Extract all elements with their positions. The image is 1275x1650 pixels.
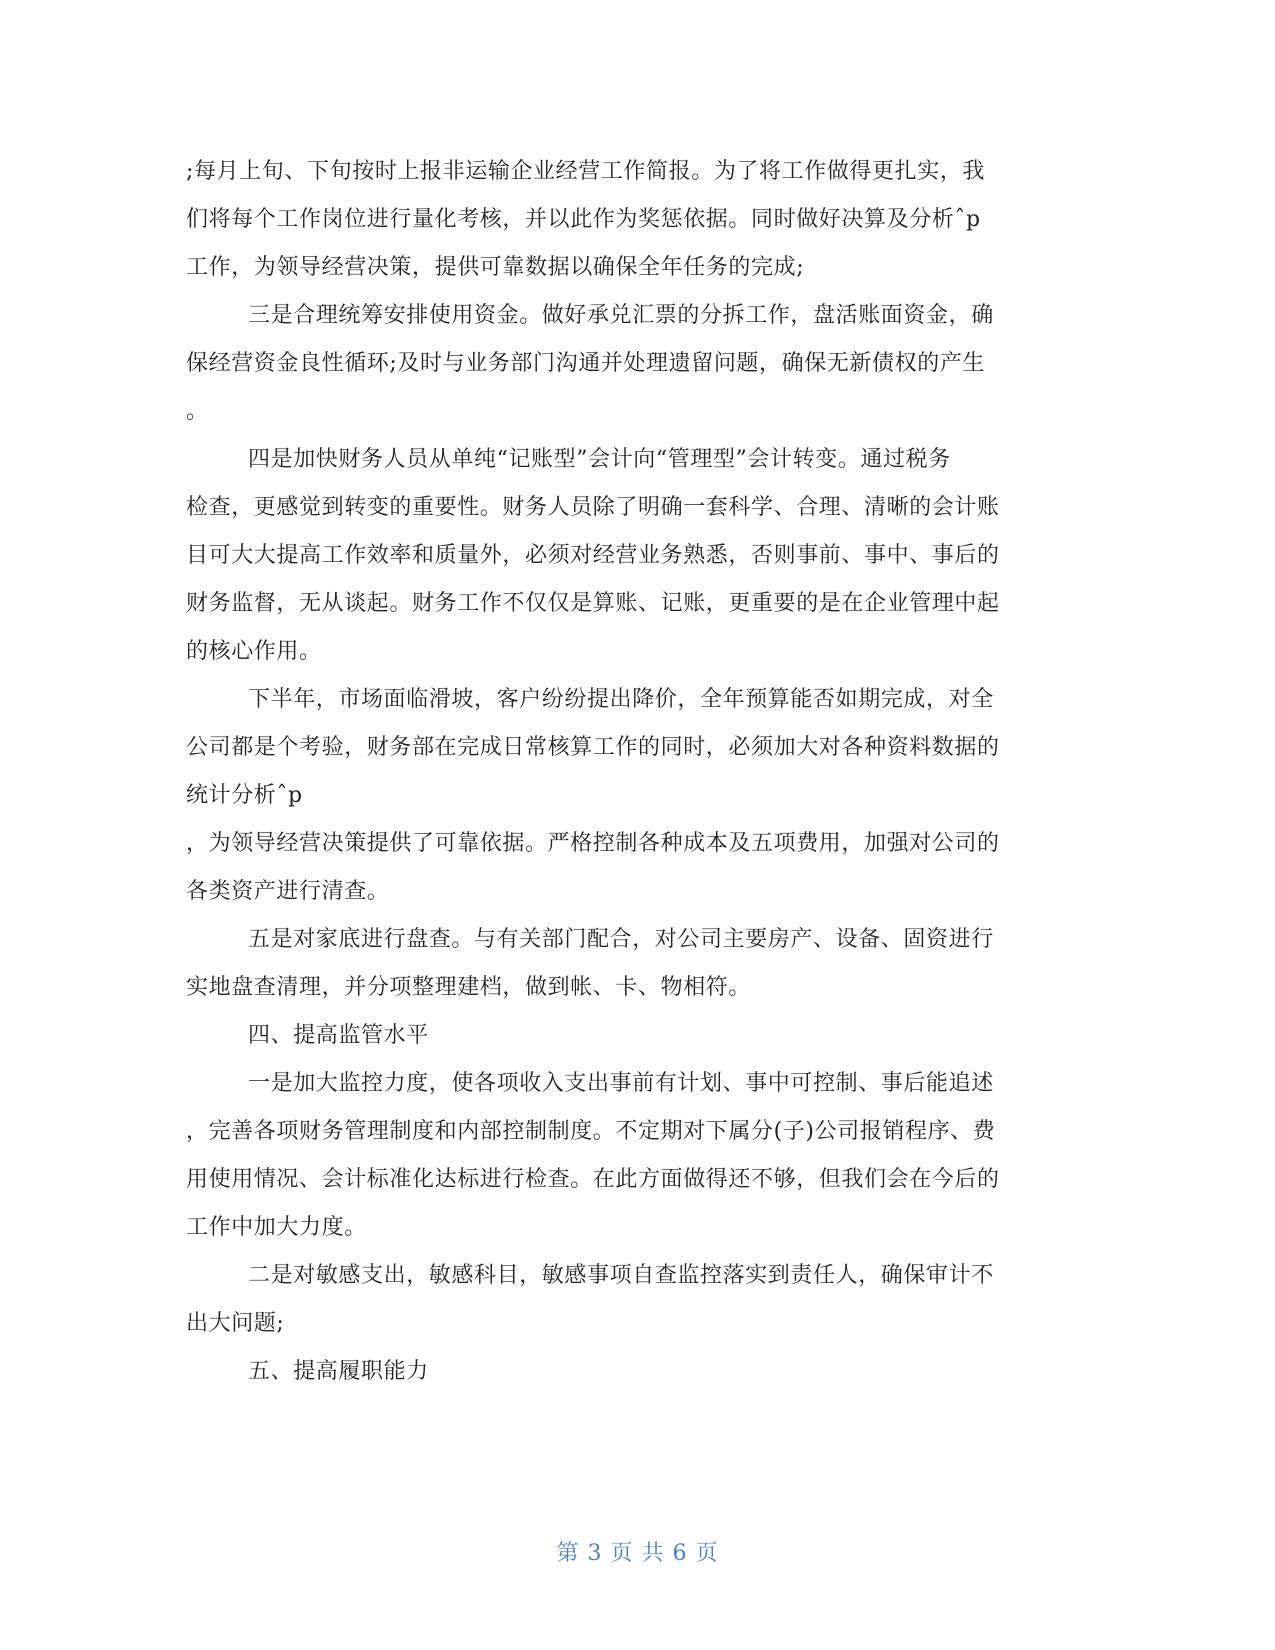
text-line: 出大问题; [186,1311,285,1336]
text-line: 们将每个工作岗位进行量化考核，并以此作为奖惩依据。同时做好决算及分析ˆp [186,207,981,232]
text-line: 保经营资金良性循环;及时与业务部门沟通并处理遗留问题，确保无新债权的产生 [186,351,986,376]
text-line: 各类资产进行清查。 [186,879,390,904]
text-line: 目可大大提高工作效率和质量外，必须对经营业务熟悉，否则事前、事中、事后的 [186,543,1000,568]
text-line: 工作，为领导经营决策，提供可靠数据以确保全年任务的完成; [186,255,805,280]
text-line: 四是加快财务人员从单纯“记账型”会计向“管理型”会计转变。通过税务 [248,447,951,472]
text-line: 检查，更感觉到转变的重要性。财务人员除了明确一套科学、合理、清晰的会计账 [186,495,1000,520]
text-line: 。 [186,399,209,424]
text-line: 用使用情况、会计标准化达标进行检查。在此方面做得还不够，但我们会在今后的 [186,1167,1000,1192]
text-line: ;每月上旬、下旬按时上报非运输企业经营工作简报。为了将工作做得更扎实，我 [186,159,986,184]
text-line: 二是对敏感支出，敏感科目，敏感事项自查监控落实到责任人，确保审计不 [248,1263,994,1288]
section-heading: 五、提高履职能力 [248,1359,429,1384]
text-line: 五是对家底进行盘查。与有关部门配合，对公司主要房产、设备、固资进行 [248,927,994,952]
text-line: 公司都是个考验，财务部在完成日常核算工作的同时，必须加大对各种资料数据的 [186,735,1000,760]
text-line: 的核心作用。 [186,639,322,664]
page-number-footer: 第 3 页 共 6 页 [556,1541,719,1566]
section-heading: 四、提高监管水平 [248,1023,429,1048]
text-line: 一是加大监控力度，使各项收入支出事前有计划、事中可控制、事后能追述 [248,1071,994,1096]
text-line: ，为领导经营决策提供了可靠依据。严格控制各种成本及五项费用，加强对公司的 [186,831,1000,856]
document-body [186,148,1079,1396]
text-line: 财务监督，无从谈起。财务工作不仅仅是算账、记账，更重要的是在企业管理中起 [186,591,1000,616]
text-line: 实地盘查清理，并分项整理建档，做到帐、卡、物相符。 [186,975,752,1000]
text-line: 三是合理统筹安排使用资金。做好承兑汇票的分拆工作，盘活账面资金，确 [248,303,994,328]
text-line: ，完善各项财务管理制度和内部控制制度。不定期对下属分(子)公司报销程序、费 [186,1119,996,1144]
text-line: 统计分析ˆp [186,783,303,808]
text-line: 工作中加大力度。 [186,1215,367,1240]
text-line: 下半年，市场面临滑坡，客户纷纷提出降价，全年预算能否如期完成，对全 [248,687,994,712]
